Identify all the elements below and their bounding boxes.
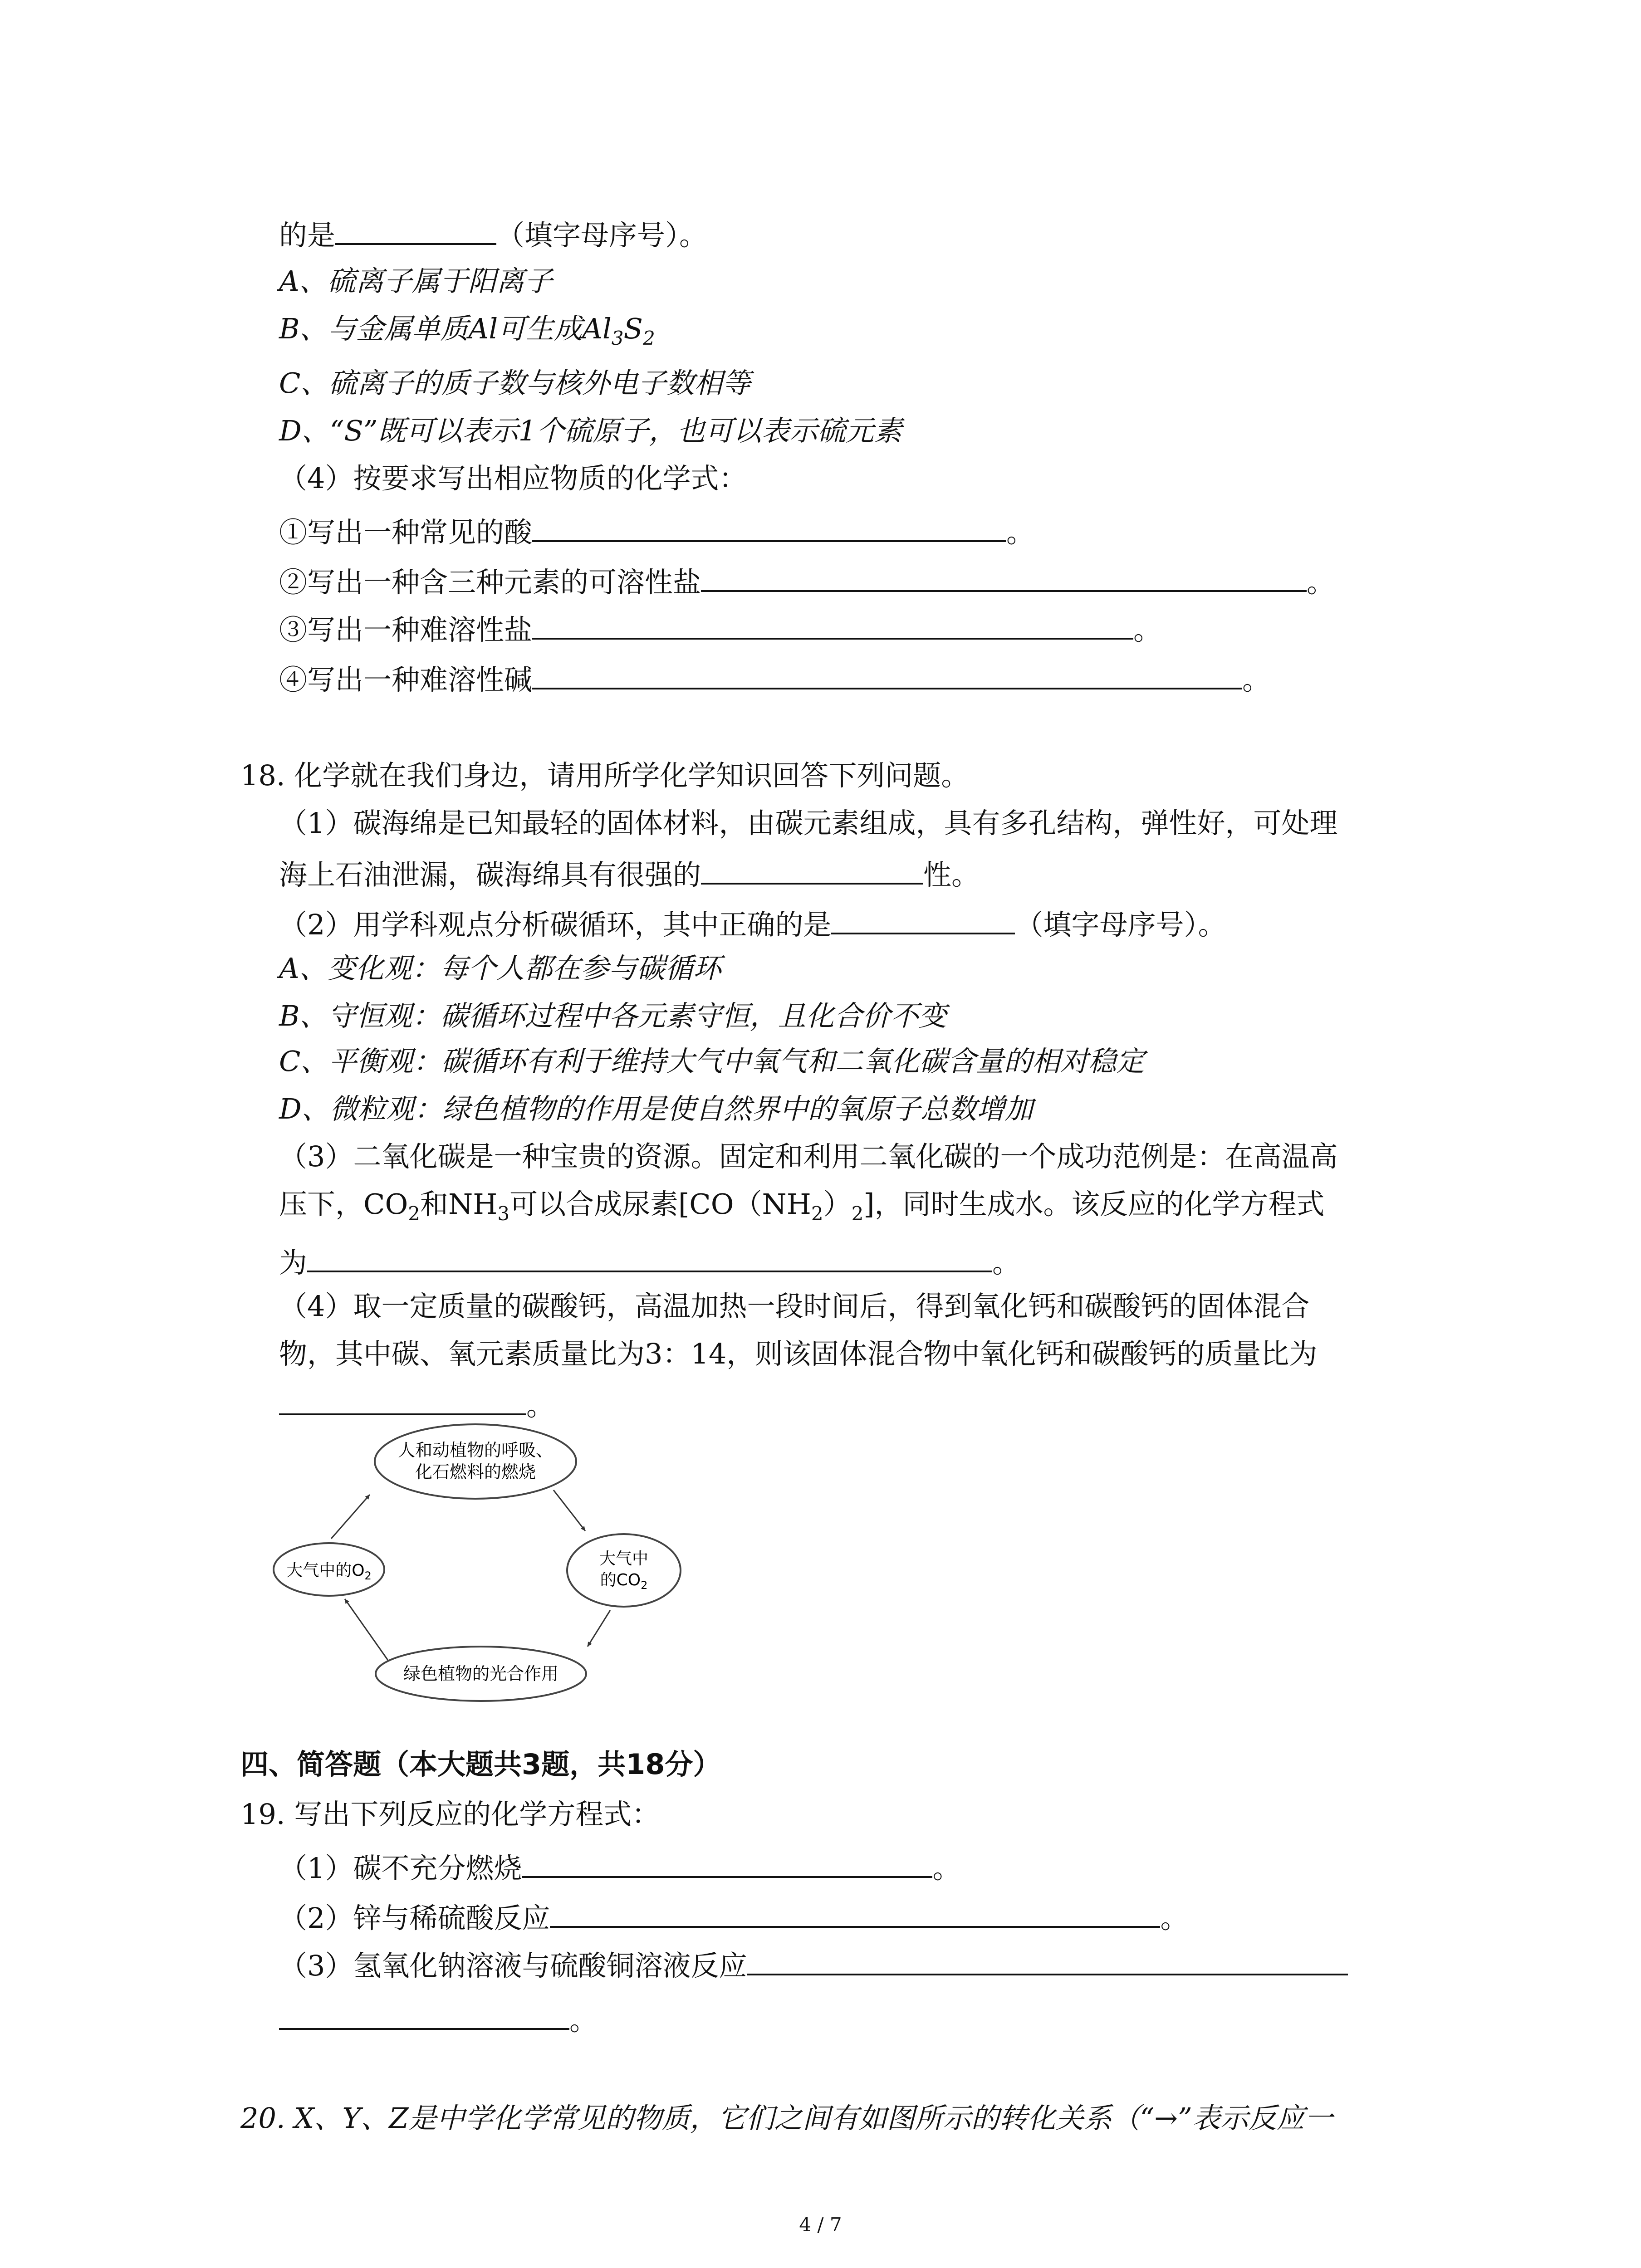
q17-option-b-sub1: 3 — [611, 327, 624, 349]
node-left-main: 大气中的O — [286, 1561, 365, 1580]
q20-stem: 20. X、Y、Z是中学化学常见的物质，它们之间有如图所示的转化关系（“→”表示反应一 — [240, 2102, 1333, 2135]
q17-item1-text: ①写出一种常见的酸 — [279, 516, 533, 549]
q17-option-b-sub2: 2 — [643, 327, 655, 349]
q17-item3-text: ③写出一种难溶性盐 — [279, 613, 533, 646]
q17-fill-prefix: 的是 — [279, 219, 336, 252]
arrow-photosynthesis-to-o2 — [345, 1599, 388, 1660]
q17-option-c: C、硫离子的质子数与核外电子数相等 — [279, 367, 751, 400]
q17-item3 — [279, 608, 1161, 648]
q17-answer-blank[interactable] — [335, 213, 496, 245]
q17-item2-blank[interactable] — [701, 560, 1307, 592]
q19-part2-text: （2）锌与稀硫酸反应 — [279, 1901, 550, 1935]
q17-item2 — [279, 560, 1335, 601]
q18-part3-sub2: 3 — [497, 1202, 510, 1225]
q18-part3-wei: 为 — [279, 1246, 308, 1279]
page-number: 4 / 7 — [799, 2214, 842, 2236]
node-right-sub: 2 — [641, 1579, 648, 1592]
q19-part3-blank[interactable] — [747, 1944, 1348, 1975]
q18-part2-text: （2）用学科观点分析碳循环，其中正确的是 — [279, 908, 832, 941]
node-top-line2: 化石燃料的燃烧 — [415, 1462, 536, 1482]
q18-part3-sub4: 2 — [851, 1202, 864, 1225]
q19-part3-period: 。 — [569, 2004, 598, 2037]
q17-fill-line — [279, 213, 707, 254]
arrow-respiration-to-co2 — [554, 1490, 585, 1531]
q18-option-a: A、变化观：每个人都在参与碳循环 — [279, 952, 721, 985]
q18-part2-blank[interactable] — [831, 903, 1015, 934]
node-right-line1: 大气中 — [599, 1549, 649, 1568]
q17-item4-text: ④写出一种难溶性碱 — [279, 663, 533, 696]
q18-part3-text-b: 和NH — [420, 1188, 498, 1221]
q18-option-d: D、微粒观：绿色植物的作用是使自然界中的氧原子总数增加 — [279, 1092, 1033, 1125]
q17-item1-blank[interactable] — [532, 510, 1006, 542]
q18-part4-period: 。 — [526, 1389, 555, 1422]
q18-part3-sub3: 2 — [811, 1202, 823, 1225]
q17-item2-text: ②写出一种含三种元素的可溶性盐 — [279, 566, 701, 599]
q18-part4-line2: 物，其中碳、氧元素质量比为3：14，则该固体混合物中氧化钙和碳酸钙的质量比为 — [279, 1337, 1318, 1370]
q17-item1 — [279, 510, 1034, 551]
q18-part3-sub1: 2 — [408, 1202, 421, 1225]
carbon-cycle-diagram — [272, 1420, 690, 1715]
node-left-sub: 2 — [364, 1569, 372, 1582]
q18-part3-line2 — [279, 1186, 1325, 1232]
q18-part2-suffix: （填字母序号）。 — [1015, 908, 1226, 941]
q18-part4-blank[interactable] — [279, 1383, 526, 1415]
q18-part3-period: 。 — [992, 1246, 1021, 1279]
q19-part1-blank[interactable] — [522, 1846, 932, 1878]
q17-part4: （4）按要求写出相应物质的化学式： — [279, 462, 747, 495]
q17-item3-blank[interactable] — [532, 608, 1133, 640]
q18-option-b: B、守恒观：碳循环过程中各元素守恒，且化合价不变 — [279, 999, 947, 1032]
node-top-line1: 人和动植物的呼吸、 — [397, 1440, 554, 1460]
q18-part1-suffix: 性。 — [923, 858, 980, 891]
q17-item4-period: 。 — [1242, 663, 1271, 696]
q17-item4 — [279, 658, 1270, 698]
q17-option-b-text: B、与金属单质Al可生成Al — [279, 312, 612, 345]
q19-stem: 19. 写出下列反应的化学方程式： — [240, 1798, 660, 1831]
q18-part1-line2 — [279, 853, 980, 893]
q19-part1-text: （1）碳不充分燃烧 — [279, 1852, 522, 1885]
q19-part2-blank[interactable] — [550, 1896, 1160, 1928]
q18-part4-line3 — [279, 1383, 554, 1424]
arrow-co2-to-photosynthesis — [588, 1610, 610, 1647]
q18-part3-text-a: 压下，CO — [279, 1188, 408, 1221]
q19-part1 — [279, 1846, 960, 1887]
q19-part1-period: 。 — [932, 1852, 961, 1885]
q18-part1-blank[interactable] — [701, 853, 923, 885]
q19-part3 — [279, 1944, 1348, 1984]
q18-part1-text: 海上石油泄漏，碳海绵具有很强的 — [279, 858, 701, 891]
q18-part3-blank[interactable] — [307, 1241, 992, 1272]
q19-part2 — [279, 1896, 1188, 1936]
q18-option-c: C、平衡观：碳循环有利于维持大气中氧气和二氧化碳含量的相对稳定 — [279, 1045, 1145, 1078]
node-right-line2 — [600, 1571, 648, 1592]
q19-part3-cont — [279, 1998, 598, 2038]
q17-option-d: D、“S”既可以表示1个硫原子，也可以表示硫元素 — [279, 414, 902, 447]
node-atmospheric-co2 — [567, 1534, 681, 1607]
section-four-title: 四、简答题（本大题共3题，共18分） — [240, 1748, 721, 1781]
q18-part3-text-c: 可以合成尿素[CO（NH — [509, 1188, 811, 1221]
q19-part2-period: 。 — [1160, 1901, 1189, 1935]
q17-fill-suffix: （填字母序号）。 — [496, 219, 708, 252]
q17-item1-period: 。 — [1006, 516, 1035, 549]
arrow-o2-to-respiration — [331, 1495, 370, 1539]
q17-item4-blank[interactable] — [532, 658, 1242, 689]
node-bottom-label: 绿色植物的光合作用 — [403, 1664, 559, 1684]
q18-part2 — [279, 903, 1226, 943]
q17-item3-period: 。 — [1133, 613, 1162, 646]
q19-part3-blank2[interactable] — [279, 1998, 569, 2030]
q18-part3-line1: （3）二氧化碳是一种宝贵的资源。固定和利用二氧化碳的一个成功范例是：在高温高 — [279, 1140, 1338, 1173]
q17-item2-period: 。 — [1307, 566, 1335, 599]
q18-part1-line1: （1）碳海绵是已知最轻的固体材料，由碳元素组成，具有多孔结构，弹性好，可处理 — [279, 807, 1338, 840]
q18-part3-text-d: ） — [823, 1188, 852, 1221]
q18-part4-line1: （4）取一定质量的碳酸钙，高温加热一段时间后，得到氧化钙和碳酸钙的固体混合 — [279, 1290, 1310, 1323]
q17-option-b — [279, 311, 655, 357]
node-left-label — [286, 1561, 372, 1582]
q18-part3-line3 — [279, 1241, 1020, 1281]
node-respiration-combustion — [375, 1424, 576, 1499]
q17-option-a: A、硫离子属于阳离子 — [279, 264, 553, 298]
node-right-main: 的CO — [600, 1571, 641, 1589]
q18-part3-text-e: ]，同时生成水。该反应的化学方程式 — [863, 1188, 1325, 1221]
q19-part3-text: （3）氢氧化钠溶液与硫酸铜溶液反应 — [279, 1949, 747, 1982]
q17-option-b-s: S — [623, 312, 643, 345]
q18-stem: 18. 化学就在我们身边，请用所学化学知识回答下列问题。 — [240, 759, 970, 792]
